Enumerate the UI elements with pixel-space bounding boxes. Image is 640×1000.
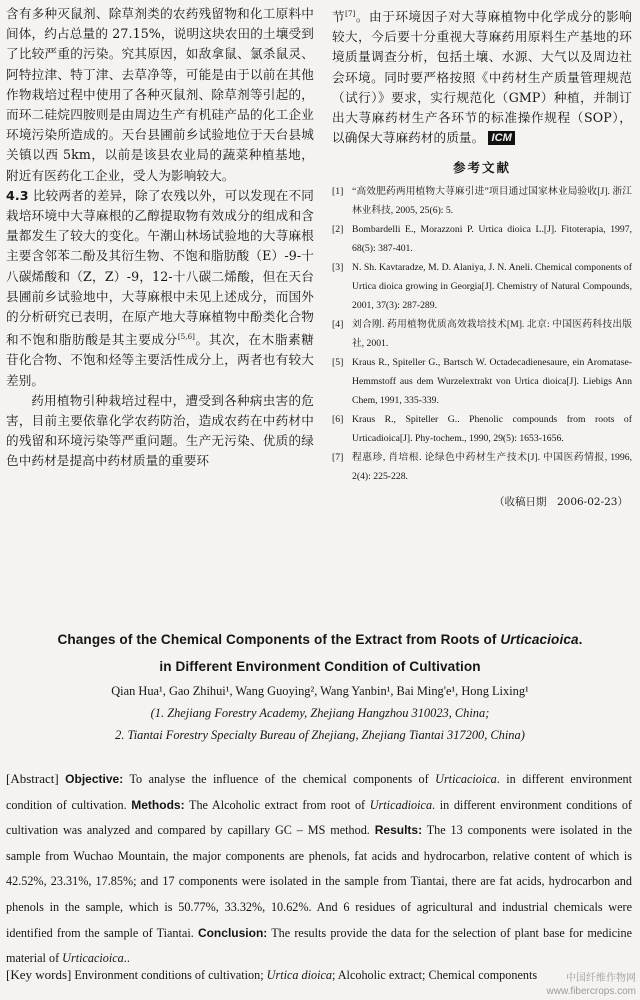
reference-item [332,220,632,258]
reference-list [332,182,632,486]
reference-text: Kraus R., Spiteller G., Bartsch W. Octadecadienesaure, ein Aromatase-Hemmstoff aus dem Wurzelextrakt von Urtica dioica[J]. Liebigs Ann Chem, 1991, 335-339. [352,357,632,407]
citation: [5,6] [177,333,195,342]
species-name: Urticacioica [435,772,497,786]
english-title-line2: in Different Environment Condition of Cultivation [159,659,481,674]
species-name: Urticacioica [62,951,124,966]
reference-text: Bombardelli E., Morazzoni P. Urtica dioica L.[J]. Fitoterapia, 1997, 68(5): 387-401. [352,224,632,255]
title-text: Changes of the Chemical Components of the Extract from Roots of [57,632,501,647]
received-date: （收稿日期 2006-02-23） [493,496,628,509]
citation: [7] [345,10,356,18]
results-label: Results: [374,823,423,838]
reference-text: 程惠珍, 肖培根. 论绿色中药材生产技术[J]. 中国医药情报, 1996, 2(4): 225-228. [352,452,632,483]
reference-item [332,315,632,353]
abstract-text: The 13 components were isolated in the sample from Wuchao Mountain, the major components are phenols, fat acids and hydrocarbon, relative content of which is 42.52%, 23.31%, 17.85%; and 17 components were isolated in the sample from Tiantai, there are fat acids, hydrocarbon and phenols in the sample, which is 50.77%, 33.32%, 10.62%. And 6 residues of agricultural and industrial chemicals were identified from the sample of Tiantai. [6,823,632,940]
reference-item [332,182,632,220]
journal-end-logo: ICM [488,131,514,145]
abstract-text: The Alcoholic extract from root of [184,797,370,812]
paragraph-text: 。其次，在木脂素糖苷化合物、不饱和烃等主要活性成分上，两者也有较大差别。 [6,332,314,388]
species-name: Urticadioica [369,797,433,812]
species-name: Urtica dioica [266,968,332,982]
left-column [6,4,314,472]
title-text: . [578,632,583,647]
keywords-text: Environment conditions of cultivation; [71,968,267,982]
paragraph-text: 节 [332,9,346,24]
reference-item [332,448,632,486]
keywords-text: ; Alcoholic extract; Chemical components [332,968,538,982]
reference-text: Kraus R., Spiteller G.. Phenolic compounds from roots of Urticadioica[J]. Phy-tochem., 1990, 29(5): 1653-1656. [352,414,632,445]
keywords [6,962,632,989]
reference-text: N. Sh. Kavtaradze, M. D. Alaniya, J. N. Aneli. Chemical components of Urtica dioica growing in Georgia[J]. Chemistry of Natural Compounds, 2001, 37(3): 287-289. [352,262,632,312]
authors: Qian Hua¹, Gao Zhihui¹, Wang Guoying², Wang Yanbin¹, Bai Ming'e¹, Hong Lixing¹ [111,684,529,698]
reference-number: [7] [332,452,344,464]
body-paragraph [332,4,632,148]
reference-item [332,258,632,315]
methods-label: Methods: [131,797,185,812]
affiliation-1: (1. Zhejiang Forestry Academy, Zhejiang Hangzhou 310023, China; [150,706,490,720]
abstract-label: [Abstract] [6,771,59,786]
reference-number: [2] [332,224,344,236]
conclusion-label: Conclusion: [197,925,268,940]
reference-number: [3] [332,262,344,274]
abstract-text: The results provide the data for the selection of plant base for medicine material of [6,925,633,966]
english-abstract [6,766,632,972]
abstract-text: To analyse the influence of the chemical components of [123,772,436,786]
paragraph-text: 比较两者的差异，除了农残以外，可以发现在不同栽培环境中大荨麻根的乙醇提取物有效成分的组成和含量都发生了较大的变化。午潮山林场试验地的大荨麻根主要含邻苯二酚及其衍生物、不饱和脂肪酸（E）-9-十八碳烯酸和（Z，Z）-9，12-十八碳二烯酸，但在天台县圃前乡试验地中，大荨麻根中未见上述成分，而国外的分析研究已表明，在原产地大荨麻植物中酚类化合物和不饱和脂肪酸是其主要成分 [6,187,314,348]
body-paragraph: 含有多种灭鼠剂、除草剂类的农药残留物和化工原料中间体，约占总量的 27.15%，说明这块农田的土壤受到了比较严重的污染。究其原因，如敌拿鼠、氯杀鼠灵、阿特拉津、特丁津、去草净等，可能是由于以前在其他作物栽培过程中使用了各种灭鼠剂、除草剂等引起的，而环二硅烷四胺则是由周边生产有机硅产品的化工企业环境污染所造成的。天台县圃前乡试验地位于天台县城关镇以西 5km，以前是该县农业局的蔬菜种植基地，附近有医药化工企业，受人为影响较大。 [6,6,314,183]
affiliation-2: 2. Tiantai Forestry Specialty Bureau of Zhejiang, Zhejiang Tiantai 317200, China) [115,728,525,742]
watermark-line: 中国纤维作物网 [566,973,636,984]
references-heading: 参考文献 [452,160,511,176]
site-watermark [547,972,636,998]
reference-item [332,353,632,410]
abstract-text: . in different environment conditions of cultivation was analyzed and compared by capillary GC – MS method. [6,797,632,838]
reference-number: [5] [332,357,344,369]
section-4-3-paragraph [6,186,314,391]
reference-text: “高效肥药两用植物大荨麻引进”项目通过国家林业局验收[J]. 浙江林业科技, 2005, 25(6): 5. [352,186,632,217]
section-number: 4.3 [6,187,29,203]
reference-number: [4] [332,319,344,331]
reference-text: 刘合刚. 药用植物优质高效栽培技术[M]. 北京: 中国医药科技出版社, 2001. [352,319,632,350]
watermark-url: www.fibercrops.com [546,986,636,997]
reference-number: [1] [332,186,344,198]
reference-number: [6] [332,414,344,426]
species-name: Urticacioica [500,632,579,647]
body-paragraph: 药用植物引种栽培过程中，遭受到各种病虫害的危害，目前主要依靠化学农药防治，造成农药在中药材中的残留和环境污染等严重问题。生产无污染、优质的绿色中药材是提高中药材质量的重要环 [6,392,314,469]
english-title [0,626,640,653]
objective-label: Objective: [65,772,124,786]
reference-item [332,410,632,448]
english-title-block [0,626,640,746]
abstract-text: .. [123,951,130,966]
paragraph-text: 。由于环境因子对大荨麻植物中化学成分的影响较大，今后要十分重视大荨麻药用原料生产基地的环境质量调查分析，包括土壤、水源、大气以及周边社会环境。同时要严格按照《中药材生产质量管理规范（试行）》要求，实行规范化（GMP）种植，并制订出大荨麻药材生产各环节的标准操作规程（SOP），以确保大荨麻药材的质量。 [332,9,632,146]
right-column [332,4,632,509]
abstract-text: . in different environment condition of cultivation. [6,772,632,812]
keywords-label: [Key words] [6,967,72,982]
